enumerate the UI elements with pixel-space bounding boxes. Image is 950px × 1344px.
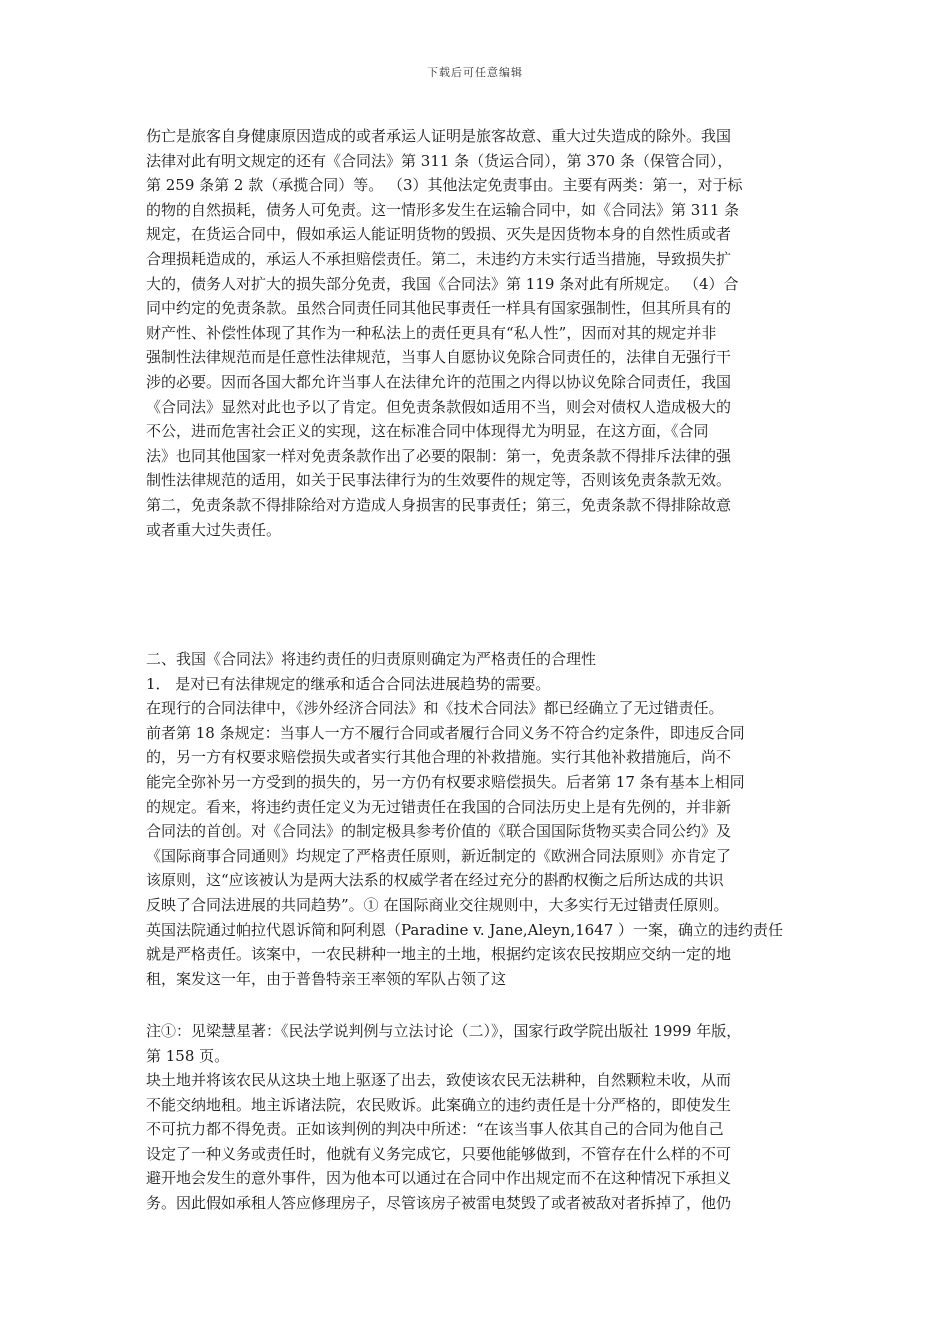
section-2 — [146, 647, 808, 991]
text-line: 不能交纳地租。地主诉诸法院，农民败诉。此案确立的违约责任是十分严格的，即使发生 — [146, 1095, 732, 1114]
text-line: 租，案发这一年，由于普鲁特亲王率领的军队占领了这 — [146, 969, 507, 988]
text-line: 务。因此假如承租人答应修理房子，尽管该房子被雷电焚毁了或者被敌对者拆掉了，他仍 — [146, 1193, 732, 1212]
sub-heading: 1． 是对已有法律规定的继承和适合合同法进展趋势的需要。 — [146, 674, 551, 693]
text-line: 前者第 18 条规定：当事人一方不履行合同或者履行合同义务不符合约定条件，即违反合同 — [146, 723, 745, 742]
section-heading: 二、我国《合同法》将违约责任的归责原则确定为严格责任的合理性 — [146, 650, 597, 668]
text-line: 的规定。看来，将违约责任定义为无过错责任在我国的合同法历史上是有先例的，并非新 — [146, 797, 732, 816]
text-line: 不可抗力都不得免责。正如该判例的判决中所述：“在该当事人依其自己的合同为他自己 — [146, 1120, 724, 1139]
footnote — [146, 1019, 808, 1068]
text-line: 能完全弥补另一方受到的损失的，另一方仍有权要求赔偿损失。后者第 17 条有基本上相同 — [146, 772, 745, 791]
text-line: 《合同法》显然对此也予以了肯定。但免责条款假如适用不当，则会对债权人造成极大的 — [146, 397, 732, 416]
text-line: 法律对此有明文规定的还有《合同法》第 311 条（货运合同），第 370 条（保管合同）， — [146, 151, 733, 170]
text-line: 伤亡是旅客自身健康原因造成的或者承运人证明是旅客故意、重大过失造成的除外。我国 — [146, 127, 732, 145]
text-line: 法》也同其他国家一样对免责条款作出了必要的限制：第一，免责条款不得排斥法律的强 — [146, 446, 732, 465]
text-line: 《国际商事合同通则》均规定了严格责任原则，新近制定的《欧洲合同法原则》亦肯定了 — [146, 846, 732, 865]
text-line: 合同法的首创。对《合同法》的制定极具参考价值的《联合国国际货物买卖合同公约》及 — [146, 822, 732, 841]
text-line: 就是严格责任。该案中，一农民耕种一地主的土地，根据约定该农民按期应交纳一定的地 — [146, 945, 732, 964]
footnote-line: 第 158 页。 — [146, 1046, 230, 1065]
text-line: 强制性法律规范而是任意性法律规范，当事人自愿协议免除合同责任的，法律自无强行干 — [146, 348, 732, 367]
text-line: 规定，在货运合同中，假如承运人能证明货物的毁损、灭失是因货物本身的自然性质或者 — [146, 225, 732, 244]
text-line: 财产性、补偿性体现了其作为一种私法上的责任更具有“私人性”，因而对其的规定并非 — [146, 323, 717, 342]
text-line: 不公，进而危害社会正义的实现，这在标准合同中体现得尤为明显，在这方面，《合同 — [146, 422, 709, 441]
text-line: 在现行的合同法律中，《涉外经济合同法》和《技术合同法》都已经确立了无过错责任。 — [146, 699, 724, 718]
page-header: 下载后可任意编辑 — [427, 66, 523, 79]
text-line: 合理损耗造成的，承运人不承担赔偿责任。第二，未违约方未实行适当措施，导致损失扩 — [146, 249, 732, 268]
text-line: 的物的自然损耗，债务人可免责。这一情形多发生在运输合同中，如《合同法》第 311 条 — [146, 200, 740, 219]
text-line: 制性法律规范的适用，如关于民事法律行为的生效要件的规定等，否则该免责条款无效。 — [146, 471, 732, 490]
text-line: 同中约定的免责条款。虽然合同责任同其他民事责任一样具有国家强制性，但其所具有的 — [146, 299, 732, 318]
text-line: 第二，免责条款不得排除给对方造成人身损害的民事责任；第三，免责条款不得排除故意 — [146, 495, 732, 514]
paragraph-3 — [146, 1068, 808, 1216]
text-line: 该原则，这“应该被认为是两大法系的权威学者在经过充分的斟酌权衡之后所达成的共识 — [146, 871, 724, 890]
paragraph-1 — [146, 124, 808, 542]
text-line: 块土地并将该农民从这块土地上驱逐了出去，致使该农民无法耕种，自然颗粒未收，从而 — [146, 1071, 732, 1089]
text-line: 反映了合同法进展的共同趋势”。① 在国际商业交往规则中，大多实行无过错责任原则。 — [146, 895, 729, 914]
text-line: 避开地会发生的意外事件，因为他本可以通过在合同中作出规定而不在这种情况下承担义 — [146, 1169, 732, 1188]
text-line: 第 259 条第 2 款（承揽合同）等。 （3）其他法定免责事由。主要有两类：第一，对于标 — [146, 176, 743, 195]
text-line: 涉的必要。因而各国大都允许当事人在法律允许的范围之内得以协议免除合同责任，我国 — [146, 372, 732, 391]
text-line: 英国法院通过帕拉代恩诉简和阿利恩（Paradine v. Jane,Aleyn,1647 ）一案，确立的违约责任 — [146, 920, 784, 939]
text-line: 的，另一方有权要求赔偿损失或者实行其他合理的补救措施。实行其他补救措施后，尚不 — [146, 748, 732, 767]
text-line: 设定了一种义务或责任时，他就有义务完成它，只要他能够做到，不管存在什么样的不可 — [146, 1144, 732, 1163]
text-line: 大的，债务人对扩大的损失部分免责，我国《合同法》第 119 条对此有所规定。 （4）合 — [146, 274, 739, 293]
footnote-line: 注①：见梁慧星著：《民法学说判例与立法讨论（二）》，国家行政学院出版社 1999 年版， — [146, 1022, 742, 1040]
text-line: 或者重大过失责任。 — [146, 520, 282, 539]
